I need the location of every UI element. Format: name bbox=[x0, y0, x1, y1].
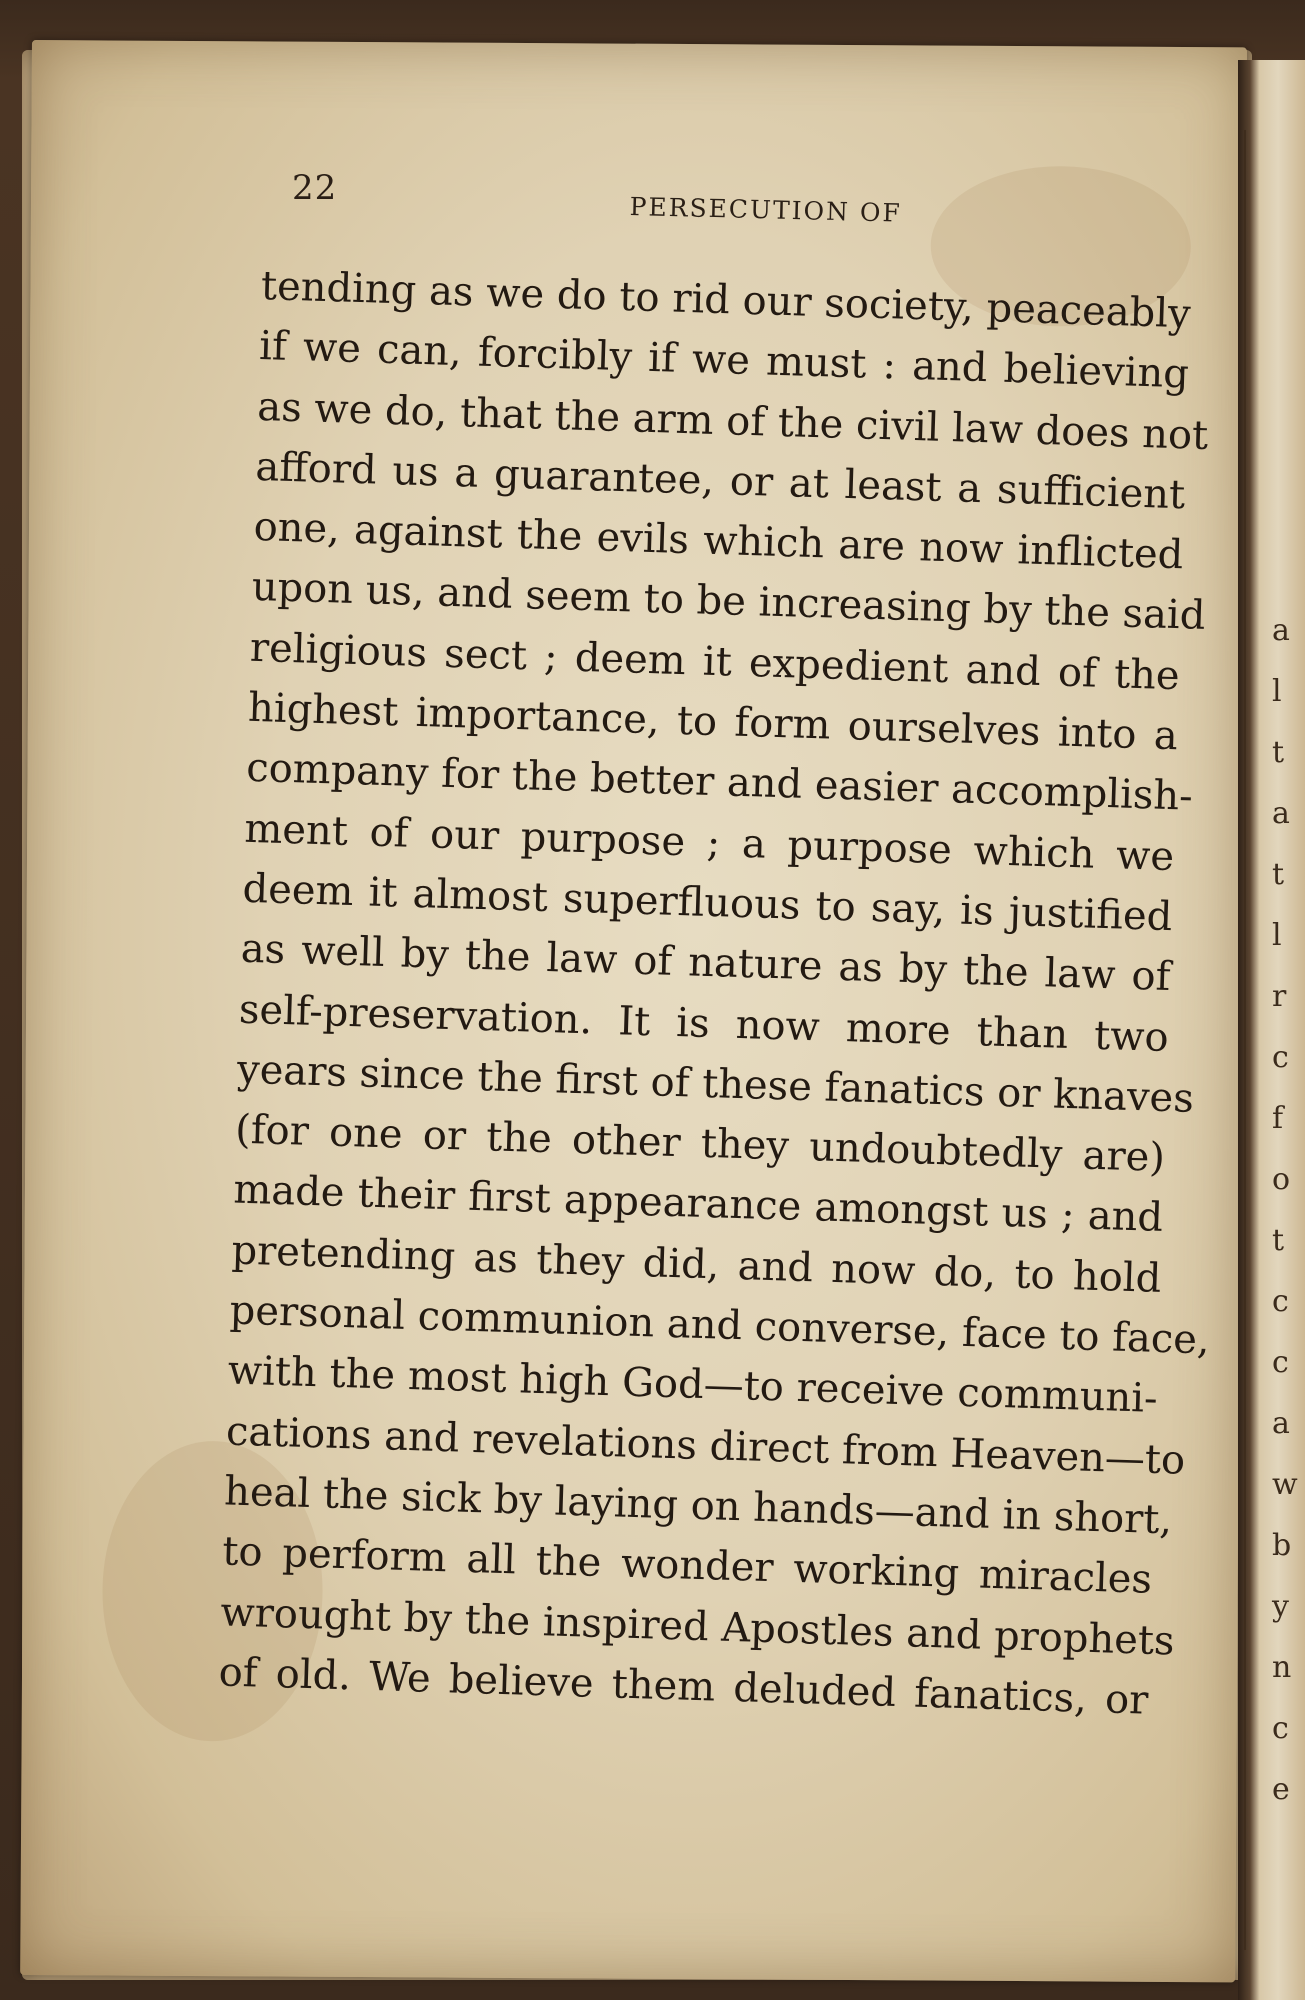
facing-page-letter: y bbox=[1272, 1589, 1289, 1624]
facing-page-letter: l bbox=[1272, 674, 1282, 709]
facing-page-letter: t bbox=[1272, 735, 1285, 770]
facing-page-letter: l bbox=[1272, 918, 1282, 953]
facing-page-letter: t bbox=[1272, 857, 1285, 892]
facing-page-letter: b bbox=[1272, 1528, 1292, 1563]
text-line: company for the better and easier accomplish- bbox=[245, 745, 1194, 821]
text-line: with the most high God—to receive communi- bbox=[227, 1347, 1159, 1423]
body-text bbox=[218, 256, 1222, 1732]
text-line: as well by the law of nature as by the law of bbox=[240, 925, 1172, 1001]
page-number: 22 bbox=[292, 168, 338, 208]
text-line: of old. We believe them deluded fanatics, or bbox=[218, 1649, 1150, 1724]
text-line: wrought by the inspired Apostles and prophets bbox=[219, 1588, 1176, 1665]
facing-page-letter: c bbox=[1272, 1040, 1289, 1075]
text-line: made their first appearance amongst us ; and bbox=[232, 1167, 1164, 1242]
text-line: heal the sick by laying on hands—and in short, bbox=[223, 1468, 1173, 1544]
facing-page-letter: w bbox=[1272, 1467, 1298, 1502]
text-line: years since the first of these fanatics or knaves bbox=[236, 1046, 1195, 1122]
text-line: if we can, forcibly if we must : and believing bbox=[258, 323, 1190, 398]
text-line: as we do, that the arm of the civil law does not bbox=[256, 383, 1209, 459]
running-head: PERSECUTION OF bbox=[629, 192, 903, 228]
text-line: afford us a guarantee, or at least a sufficient bbox=[254, 443, 1186, 519]
facing-page-letters bbox=[1272, 600, 1302, 1820]
facing-page-letter: f bbox=[1272, 1101, 1284, 1136]
text-line: upon us, and seem to be increasing by the said bbox=[251, 564, 1207, 640]
facing-page-letter: o bbox=[1272, 1162, 1291, 1197]
text-line: self-preservation. It is now more than two bbox=[238, 986, 1170, 1061]
facing-page-letter: r bbox=[1272, 979, 1287, 1014]
text-line: deem it almost superfluous to say, is justified bbox=[241, 865, 1173, 941]
facing-page-letter: c bbox=[1272, 1284, 1289, 1319]
facing-page-letter: c bbox=[1272, 1711, 1289, 1746]
facing-page-letter: a bbox=[1272, 613, 1290, 648]
facing-page-letter: a bbox=[1272, 796, 1290, 831]
facing-page-letter: c bbox=[1272, 1345, 1289, 1380]
text-line: ment of our purpose ; a purpose which we bbox=[243, 805, 1175, 880]
text-line: religious sect ; deem it expedient and of the bbox=[249, 624, 1181, 699]
facing-page-letter: e bbox=[1272, 1772, 1290, 1807]
facing-page-letter: n bbox=[1272, 1650, 1292, 1685]
text-line: to perform all the wonder working miracles bbox=[221, 1528, 1153, 1604]
text-line: cations and revelations direct from Heaven—to bbox=[225, 1408, 1186, 1484]
facing-page-letter: a bbox=[1272, 1406, 1290, 1441]
facing-page-letter: t bbox=[1272, 1223, 1285, 1258]
text-line: tending as we do to rid our society, peaceably bbox=[260, 262, 1192, 338]
text-line: (for one or the other they undoubtedly are) bbox=[234, 1106, 1166, 1182]
text-line: highest importance, to form ourselves into a bbox=[247, 684, 1179, 760]
text-line: personal communion and converse, face to face, bbox=[229, 1287, 1211, 1364]
text-line: one, against the evils which are now inflicted bbox=[253, 504, 1184, 579]
gutter-shadow-line bbox=[1244, 130, 1246, 1950]
text-line: pretending as they did, and now do, to hold bbox=[230, 1227, 1162, 1302]
